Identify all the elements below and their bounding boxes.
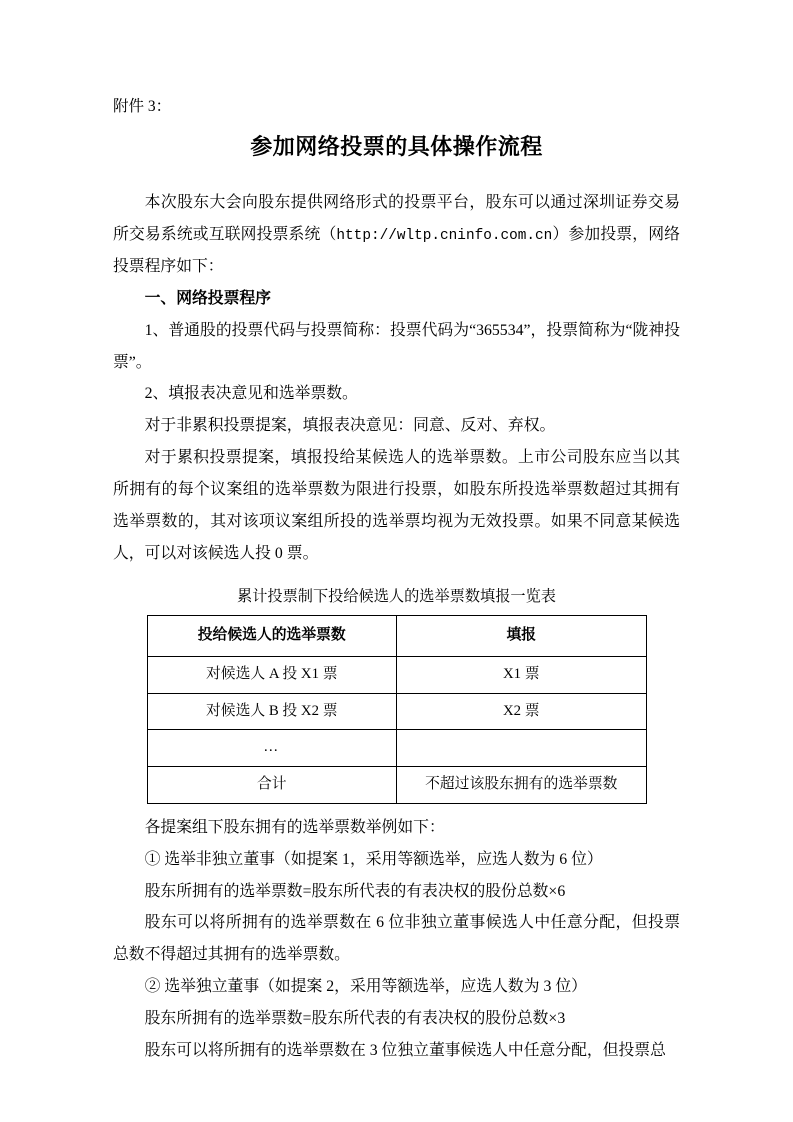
table-cell-candidate-b: 对候选人 B 投 X2 票: [147, 693, 397, 730]
paragraph-example-1-title: ① 选举非独立董事（如提案 1，采用等额选举，应选人数为 6 位）: [144, 850, 603, 868]
paragraph-example-1-note: 股东可以将所拥有的选举票数在 6 位非独立董事候选人中任意分配，但投票总数不得超过其拥有的选举票数。: [113, 914, 680, 964]
paragraph-example-2-formula: 股东所拥有的选举票数=股东所代表的有表决权的股份总数×3: [144, 1010, 566, 1028]
section-heading-voting-procedure: 一、网络投票程序: [144, 289, 271, 307]
paragraph-item-1: 1、普通股的投票代码与投票简称：投票代码为“365534”，投票简称为“陇神投票”。: [113, 321, 680, 371]
paragraph-item-2: 2、填报表决意见和选举票数。: [144, 385, 358, 403]
table-cell-ellipsis: …: [147, 730, 397, 767]
cumulative-vote-table: [147, 615, 647, 804]
intro-text-part2: ）参加投票，网络投票程序如下：: [113, 225, 680, 275]
table-cell-candidate-a-value: X1 票: [397, 656, 647, 693]
table-row: [147, 656, 646, 693]
paragraph-cumulative: 对于累积投票提案，填报投给某候选人的选举票数。上市公司股东应当以其所拥有的每个议案组的选举票数为限进行投票，如股东所投选举票数超过其拥有选举票数的，其对该项议案组所投的选举票均视为无效投票。如果不同意某候选人，可以对该候选人投 0 票。: [113, 449, 680, 562]
table-cell-total-value: 不超过该股东拥有的选举票数: [397, 767, 647, 804]
table-header-row: [147, 616, 646, 657]
paragraph-group-example: 各提案组下股东拥有的选举票数举例如下：: [144, 818, 445, 836]
table-cell-candidate-a: 对候选人 A 投 X1 票: [147, 656, 397, 693]
table-row: [147, 767, 646, 804]
intro-text-part1: 本次股东大会向股东提供网络形式的投票平台，股东可以通过深圳证券交易所交易系统或互联网投票系统（: [113, 193, 680, 243]
table-row: [147, 693, 646, 730]
paragraph-non-cumulative: 对于非累积投票提案，填报表决意见：同意、反对、弃权。: [144, 417, 556, 435]
intro-paragraph: [113, 187, 680, 283]
paragraph-example-1-formula: 股东所拥有的选举票数=股东所代表的有表决权的股份总数×6: [144, 882, 566, 900]
attachment-label: 附件 3：: [113, 98, 172, 115]
table-caption: 累计投票制下投给候选人的选举票数填报一览表: [237, 587, 556, 605]
table-cell-candidate-b-value: X2 票: [397, 693, 647, 730]
table-cell-total-label: 合计: [147, 767, 397, 804]
table-header-cell-fill: 填报: [397, 616, 647, 657]
table-row: [147, 730, 646, 767]
table-cell-ellipsis-value: [397, 730, 647, 767]
paragraph-example-2-title: ② 选举独立董事（如提案 2，采用等额选举，应选人数为 3 位）: [144, 978, 587, 996]
paragraph-example-2-note: 股东可以将所拥有的选举票数在 3 位独立董事候选人中任意分配，但投票总: [144, 1042, 666, 1060]
page-title: 参加网络投票的具体操作流程: [250, 133, 543, 159]
voting-system-url: http://wltp.cninfo.com.cn: [336, 227, 553, 244]
table-header-cell-votes: 投给候选人的选举票数: [147, 616, 397, 657]
